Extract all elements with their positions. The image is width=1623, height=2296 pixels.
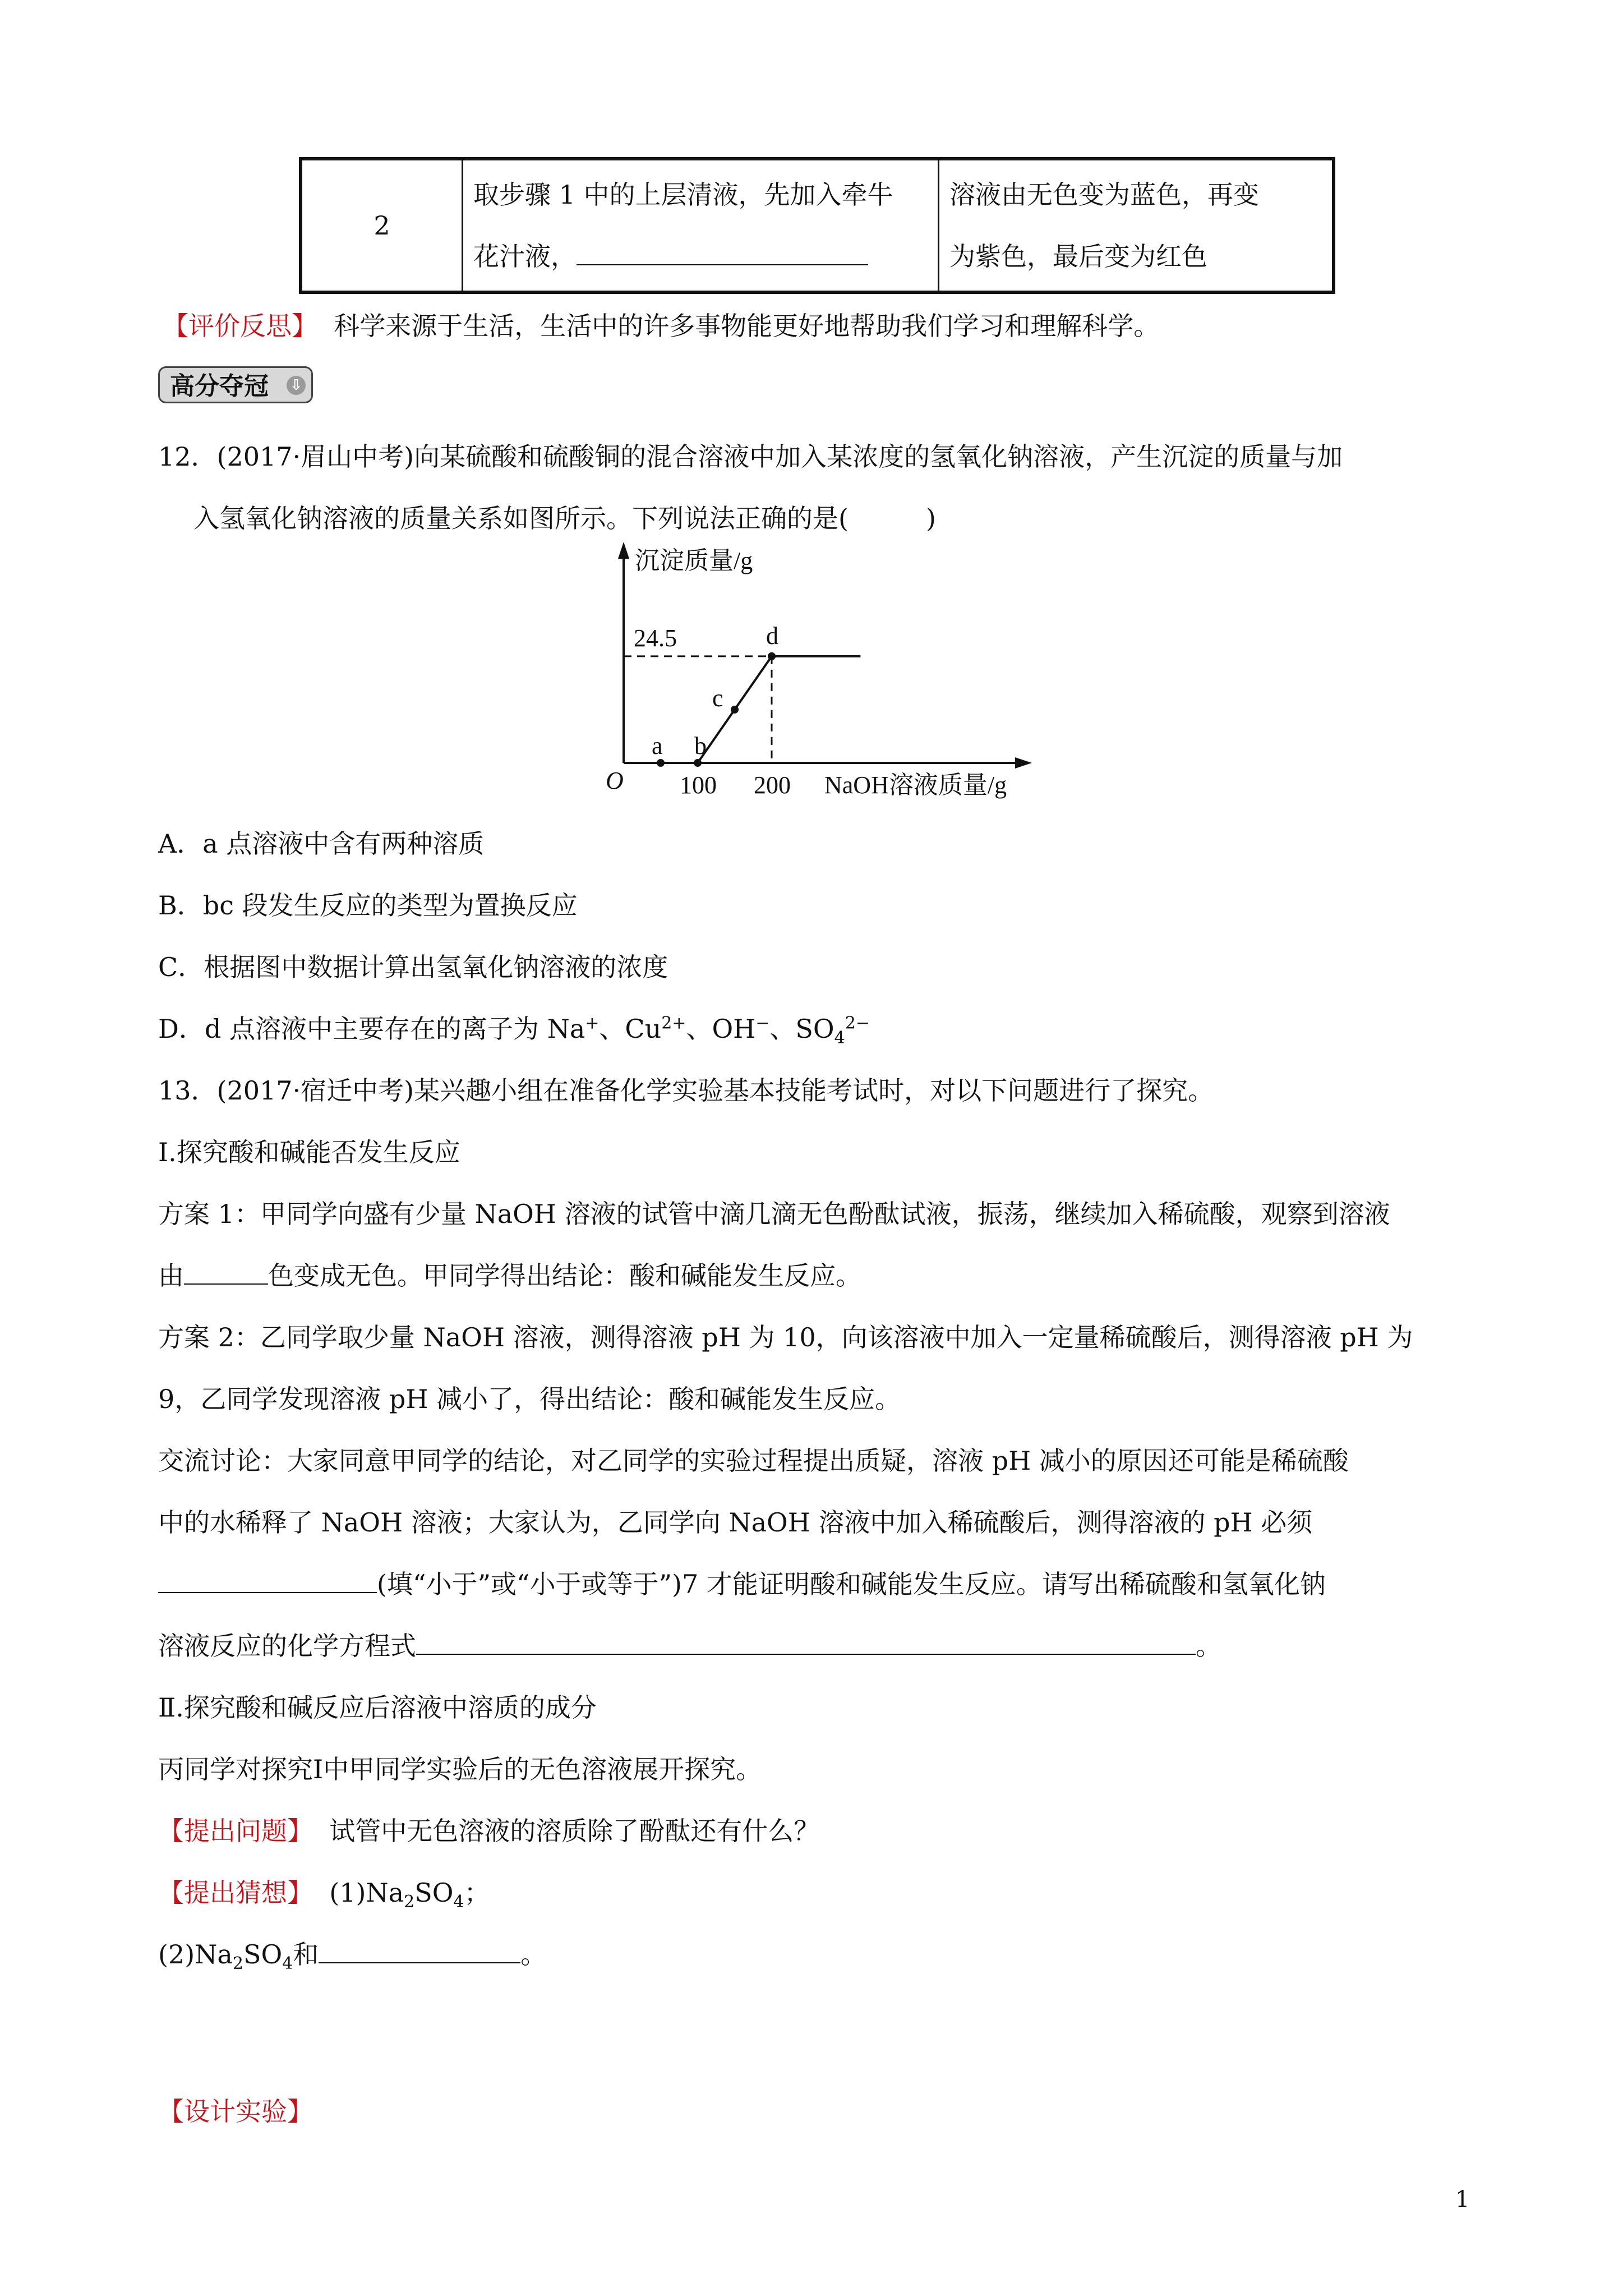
x-axis-label: NaOH溶液质量/g xyxy=(824,771,1007,799)
plan1-line-2-a: 由 xyxy=(158,1260,184,1291)
x-tick-label: 100 xyxy=(680,771,717,799)
reflection-tag: 【评价反思】 xyxy=(163,311,317,341)
ion-charge: + xyxy=(585,1013,600,1033)
part2-title: Ⅱ.探究酸和碱反应后溶液中溶质的成分 xyxy=(158,1692,597,1723)
discussion-line-3-text: (填“小于”或“小于或等于”)7 才能证明酸和碱能发生反应。请写出稀硫酸和氢氧化钠 xyxy=(377,1569,1326,1599)
guess-2-b: SO xyxy=(243,1939,283,1970)
y-tick-label: 24.5 xyxy=(634,624,677,652)
data-point-a xyxy=(657,759,665,767)
option-c: C．根据图中数据计算出氢氧化钠溶液的浓度 xyxy=(158,952,668,982)
plan2-line-2: 9，乙同学发现溶液 pH 减小了，得出结论：酸和碱能发生反应。 xyxy=(158,1384,901,1414)
y-axis-label: 沉淀质量/g xyxy=(635,547,753,574)
option-d-sep: 、Cu xyxy=(599,1014,662,1044)
page-number: 1 xyxy=(1455,2187,1470,2212)
origin-label: O xyxy=(606,767,624,794)
part1-title: Ⅰ.探究酸和碱能否发生反应 xyxy=(158,1137,460,1167)
question-text: 试管中无色溶液的溶质除了酚酞还有什么？ xyxy=(329,1816,820,1846)
operation-line-2 xyxy=(473,226,928,287)
operation-line-1: 取步骤 1 中的上层清液，先加入牵牛 xyxy=(473,180,893,210)
reflection-text: 科学来源于生活，生活中的许多事物能更好地帮助我们学习和理解科学。 xyxy=(334,311,1160,341)
precipitate-chart xyxy=(589,539,1038,802)
phenomenon-line-1: 溶液由无色变为蓝色，再变 xyxy=(949,180,1259,210)
q13-line-1: 13．(2017·宿迁中考)某兴趣小组在准备化学实验基本技能考试时，对以下问题进行了探究。 xyxy=(158,1075,1214,1106)
plan1-line-2-b: 色变成无色。甲同学得出结论：酸和碱能发生反应。 xyxy=(268,1260,861,1291)
answer-blank xyxy=(416,1628,1196,1655)
guess-2-d: 。 xyxy=(520,1939,547,1970)
formula-subscript: 2 xyxy=(232,1954,243,1974)
ion-subscript: 4 xyxy=(834,1028,845,1048)
option-d xyxy=(158,1009,870,1048)
badge-label: 高分夺冠 xyxy=(170,372,269,401)
plan2-line-1: 方案 2：乙同学取少量 NaOH 溶液，测得溶液 pH 为 10，向该溶液中加入一定量稀硫酸后，测得溶液 pH 为 xyxy=(158,1322,1413,1352)
operation-line-2-text: 花汁液， xyxy=(473,241,577,272)
guess-1-a: (1)Na xyxy=(329,1878,404,1908)
experiment-table xyxy=(299,157,1335,294)
table-row xyxy=(301,159,1334,292)
answer-blank xyxy=(319,1936,520,1963)
ion-charge: − xyxy=(755,1013,770,1033)
design-tag: 【设计实验】 xyxy=(158,2096,313,2127)
ion-charge: 2− xyxy=(845,1013,870,1033)
point-label-a: a xyxy=(652,732,663,760)
point-label-c: c xyxy=(712,684,723,712)
formula-subscript: 4 xyxy=(453,1892,464,1912)
q12-line-1: 12．(2017·眉山中考)向某硫酸和硫酸铜的混合溶液中加入某浓度的氢氧化钠溶液，产生沉淀的质量与加 xyxy=(158,441,1343,472)
data-point-d xyxy=(768,652,776,660)
formula-subscript: 2 xyxy=(404,1892,415,1912)
answer-blank xyxy=(158,1566,377,1593)
answer-blank xyxy=(577,238,868,265)
formula-subscript: 4 xyxy=(282,1954,293,1974)
discussion-line-3 xyxy=(158,1564,1326,1601)
ion-charge: 2+ xyxy=(661,1013,686,1033)
option-d-prefix: D．d 点溶液中主要存在的离子为 Na xyxy=(158,1014,585,1044)
step-cell: 2 xyxy=(301,159,463,292)
guess-2-c: 和 xyxy=(293,1939,319,1970)
part2-intro: 丙同学对探究Ⅰ中甲同学实验后的无色溶液展开探究。 xyxy=(158,1754,762,1784)
plan1-line-2 xyxy=(158,1255,861,1292)
discussion-line-1: 交流讨论：大家同意甲同学的结论，对乙同学的实验过程提出质疑，溶液 pH 减小的原因还可能是稀硫酸 xyxy=(158,1446,1349,1476)
data-point-b xyxy=(694,759,702,767)
guess-tag: 【提出猜想】 xyxy=(158,1878,313,1908)
point-label-d: d xyxy=(766,622,778,650)
discussion-line-4-b: 。 xyxy=(1196,1631,1221,1661)
option-d-sep: 、OH xyxy=(686,1014,756,1044)
guess-1-c: ； xyxy=(464,1878,490,1908)
x-tick-label: 200 xyxy=(754,771,791,799)
guess-2-a: (2)Na xyxy=(158,1939,233,1970)
option-b: B．bc 段发生反应的类型为置换反应 xyxy=(158,890,578,921)
question-paragraph xyxy=(158,1811,819,1848)
plan1-line-1: 方案 1：甲同学向盛有少量 NaOH 溶液的试管中滴几滴无色酚酞试液，振荡，继续加入稀硫酸，观察到溶液 xyxy=(158,1199,1390,1229)
guess-1 xyxy=(158,1872,490,1912)
guess-1-b: SO xyxy=(414,1878,454,1908)
data-point-c xyxy=(731,706,739,714)
discussion-line-2: 中的水稀释了 NaOH 溶液；大家认为，乙同学向 NaOH 溶液中加入稀硫酸后，测得溶液的 pH 必须 xyxy=(158,1507,1313,1538)
operation-cell xyxy=(463,159,939,292)
phenomenon-line-2: 为紫色，最后变为红色 xyxy=(949,241,1207,272)
answer-blank xyxy=(184,1258,268,1285)
reflection-paragraph xyxy=(163,306,1159,343)
x-axis-arrow-icon xyxy=(1015,757,1032,769)
guess-2 xyxy=(158,1934,546,1973)
question-tag: 【提出问题】 xyxy=(158,1816,313,1846)
q12-line-2: 入氢氧化钠溶液的质量关系如图所示。下列说法正确的是( ) xyxy=(193,503,936,533)
y-axis-arrow-icon xyxy=(618,542,629,559)
option-d-sep: 、SO xyxy=(769,1014,834,1044)
section-badge xyxy=(158,366,313,403)
option-a: A．a 点溶液中含有两种溶质 xyxy=(158,829,485,859)
phenomenon-cell xyxy=(939,159,1334,292)
discussion-line-4 xyxy=(158,1626,1221,1663)
point-label-b: b xyxy=(694,732,707,760)
down-arrow-icon: ⇩ xyxy=(287,376,306,395)
discussion-line-4-a: 溶液反应的化学方程式 xyxy=(158,1631,416,1661)
